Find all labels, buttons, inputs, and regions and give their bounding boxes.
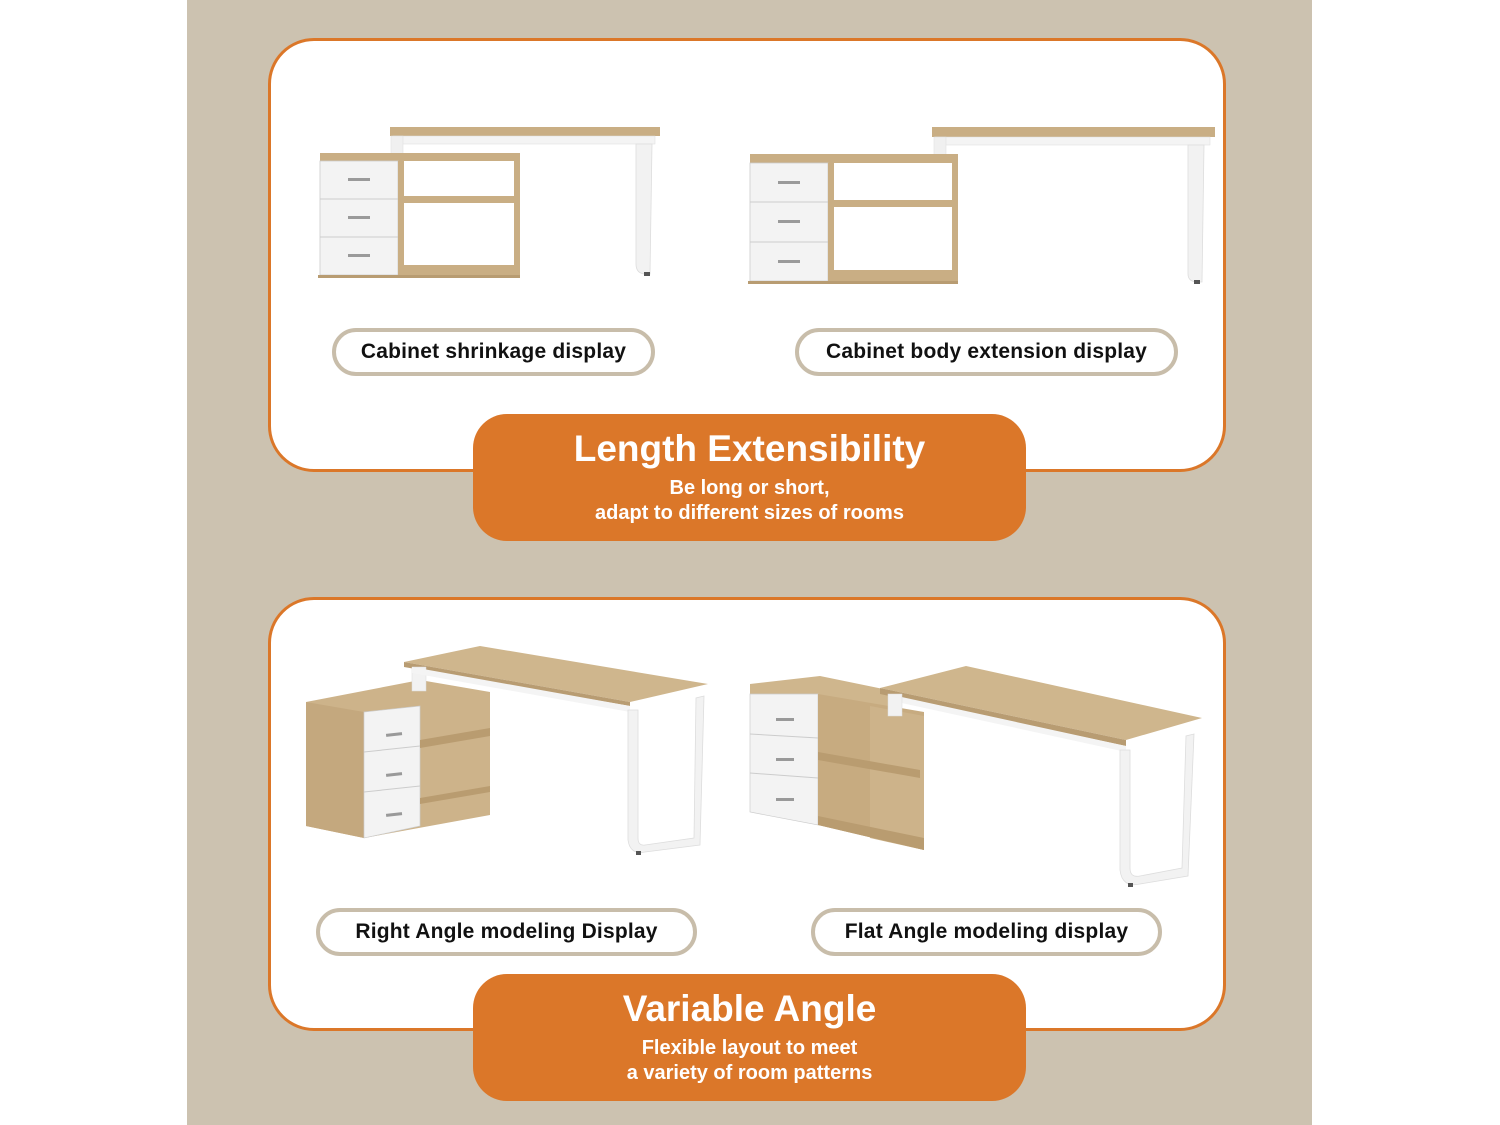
banner-subtitle-line2: adapt to different sizes of rooms [595, 502, 904, 524]
banner-subtitle-line2: a variety of room patterns [626, 1062, 873, 1084]
desk-shrunk-front-view-icon [318, 124, 663, 279]
variable-angle-banner [473, 974, 1026, 1101]
banner-title: Length Extensibility [573, 428, 926, 469]
desk-extended-front-view-icon [748, 124, 1218, 289]
banner-title: Variable Angle [622, 988, 877, 1029]
flat-angle-label: Flat Angle modeling display [811, 908, 1162, 956]
length-extensibility-banner [473, 414, 1026, 541]
right-angle-label: Right Angle modeling Display [316, 908, 697, 956]
banner-subtitle-line1: Flexible layout to meet [641, 1037, 858, 1059]
cabinet-extension-label: Cabinet body extension display [795, 328, 1178, 376]
cabinet-shrinkage-label: Cabinet shrinkage display [332, 328, 655, 376]
desk-right-angle-view-icon [300, 640, 720, 865]
desk-flat-angle-view-icon [748, 660, 1208, 895]
banner-subtitle-line1: Be long or short, [669, 477, 830, 499]
